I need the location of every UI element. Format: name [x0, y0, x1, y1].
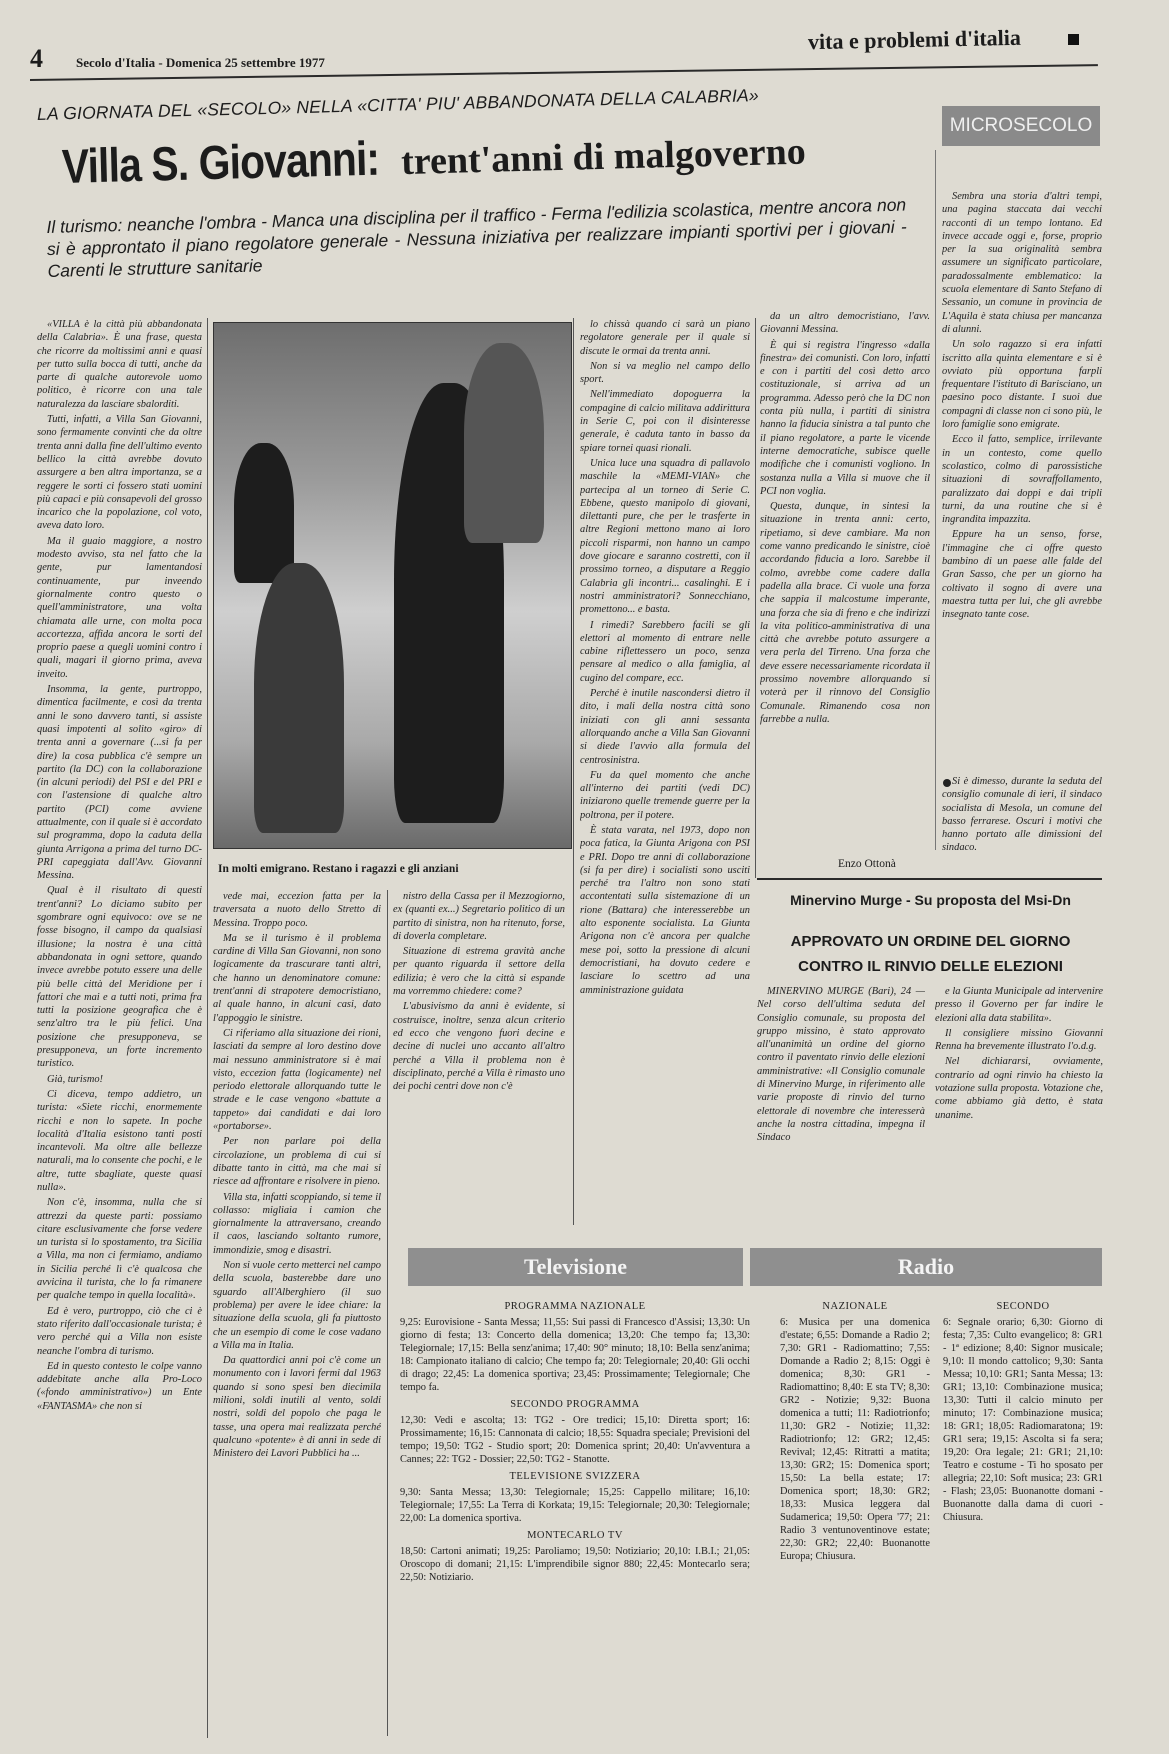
micro-p2: Un solo ragazzo si era infatti iscritto alla quinta elementare e si è ovviato più opportuna farpli frequentare l'istituto di Barisciano, un paesino poco distante. I suoi due compagni di classe non ci sono più, le loro famiglie sono emigrate. [942, 339, 1102, 431]
col1-p9: Ed è vero, purtroppo, ciò che ci è stato riferito dall'occasionale turista; è vero perché qui a Villa non esiste neanche l'ombra di turismo. [37, 1305, 202, 1357]
section-bullet [1068, 34, 1079, 45]
brief-bullet [943, 779, 951, 787]
photo-caption: In molti emigrano. Restano i ragazzi e gli anziani [218, 863, 459, 875]
col4-p5: I rimedi? Sarebbero facili se gli elettori al momento di entrare nelle cabine riflettessero un poco, senza pensare al medico o alla famiglia, al cugino del compare, ecc. [580, 619, 750, 684]
radio-secondo-head: SECONDO [996, 1301, 1050, 1312]
article-photo [213, 322, 572, 849]
tv-title: Televisione [408, 1248, 743, 1286]
article-author: Enzo Ottonà [838, 858, 896, 870]
article-subtitle: Il turismo: neanche l'ombra - Manca una disciplina per il traffico - Ferma l'edilizia scolastica, mentre ancora non si è approntato il piano regolatore generale - Nessuna iniziativa per realizzare impianti sportivi per i giovani - Carenti le strutture sanitarie [46, 194, 907, 281]
radio-secondo [943, 1296, 1103, 1736]
photo-child-front [254, 563, 344, 833]
col2-p2: Ma se il turismo è il problema cardine di Villa San Giovanni, non sono logicamente da trascurare tanti altri, che hanno un denominatore comune: trent'anni di strapotere democristiano, al quale hanno, in alcuni casi, dato l'appoggio le sinistre. [213, 932, 381, 1024]
col1-p7: Ci diceva, tempo addietro, un turista: «Siete ricchi, enormemente ricchi e non lo sapete. In poche località d'Italia esistono tanti posti incantevoli. Ma oltre alle bellezze naturali, ma lo consente che pochi, e le altre, tutte sbagliate, queste quasi nulla». [37, 1088, 202, 1193]
tv-montecarlo: 18,50: Cartoni animati; 19,25: Paroliamo; 19,50: Notiziario; 20,10: I.B.I.; 21,05: Oroscopo di domani; 21,15: L'imprendibile signor 880; 22,45: Montecarlo sera; 22,50: Notiziario. [400, 1546, 750, 1583]
col2-p3: Ci riferiamo alla situazione dei rioni, lasciati da sempre al loro destino dove mai nessuno amministratore si è mai visto, eccezion fatta (logicamente) nel periodo elettorale allorquando tutte le strade e le case vengono «battute a tappeto» dai candidati e dai loro «portaborse». [213, 1027, 381, 1133]
article-col-3 [393, 890, 565, 1225]
minervino-p2: e la Giunta Municipale ad intervenire presso il Governo per far indire le elezioni alla data stabilita». [935, 986, 1103, 1024]
minervino-title-2: CONTRO IL RINVIO DELLE ELEZIONI [798, 958, 1063, 975]
tv-montecarlo-head: MONTECARLO TV [527, 1530, 623, 1541]
col-divider [755, 318, 756, 878]
page-number: 4 [30, 44, 43, 73]
col-divider [935, 150, 936, 850]
micro-p1: Sembra una storia d'altri tempi, una pagina staccata dai vecchi racconti di un tempo lontano. Ed invece accade oggi e, forse, proprio per la sua originalità sembra assumere un significato particolare, paradossalmente emblematico: la scuola elementare di Santo Stefano di Sessanio, un comune in provincia de L'Aquila è stata chiusa per mancanza di alunni. [942, 191, 1102, 335]
micro-p4: Eppure ha un senso, forse, l'immagine che ci offre questo bambino di un paese alle falde del Gran Sasso, che per un giorno ha coltivato il sogno di avere una maestra tutta per lui, che gli avrebbe insegnato tante cose. [942, 529, 1102, 621]
tv-secondo: 12,30: Vedi e ascolta; 13: TG2 - Ore tredici; 15,10: Diretta sport; 16: Prossimamente; 16,15: Cannonata di calcio; 18,55: Squadra speciale; Previsioni del tempo; 19,50: TG2 - Studio sport; 20: Domenica sprint; 20,40: Un'avventura a Cannes; 22: TG2 - Dossier; 22,50: TG2 - Stanotte. [400, 1415, 750, 1465]
photo-child-held [464, 343, 544, 543]
title-rest: trent'anni di malgoverno [400, 130, 807, 184]
col4-p3: Nell'immediato dopoguerra la compagine di calcio militava addirittura in Serie C, poi con il disinteresse generale, è caduta tanto in basso da spiare tornei quasi rionali. [580, 389, 750, 454]
article-title [61, 121, 806, 195]
col1-p4: Insomma, la gente, purtroppo, dimentica facilmente, e così da trenta anni le sono davvero tanti, si assiste quasi impotenti al solito «giro» di trenta anni a governare (...si fa per dire) la cosa pubblica c'è sempre un partito (la DC) con la collaborazione (in alcuni periodi) del PSI e del PRI e con l'astensione di qualche altro partito (PCI) come avviene attualmente, con il quale si è accordato sul programma, dopo la caduta della giunta Arrigona a prima del turno DC-PRI capeggiata dall'Avv. Giovanni Messina. [37, 684, 202, 882]
microsecolo-label: MICROSECOLO [942, 106, 1100, 146]
col1-p10: Ed in questo contesto le colpe vanno addebitate anche alla Pro-Loco («fondo amministrativo») un Ente «FANTASMA» che non si [37, 1360, 202, 1412]
col1-p6: Già, turismo! [47, 1073, 103, 1085]
article-col-1 [37, 318, 202, 1736]
section-title: vita e problemi d'italia [807, 24, 1022, 55]
col4-p1: lo chissà quando ci sarà un piano regolatore generale per il quale si discute le ormai da trenta anni. [580, 319, 750, 357]
article-col-4 [580, 318, 750, 1225]
microsecolo-body [942, 190, 1102, 755]
radio-nazionale-text: 6: Musica per una domenica d'estate; 6,55: Domande a Radio 2; 7,30: GR1 - Radiomattino; 7,55: Domande a Radio 2; 8,15: Oggi è domenica; 8,30: GR1 - Radiomattino; 8,40: E sta TV; 8,30: GR2 - Notizie; 9,32: Buona domenica a tutti; 11: Radiotrionfo; 11,30: GR2 - Notizie; 11,32: Radiotrionfo; 12: GR2; 12,45: Revival; 12,45: Ritratti a matita; 13,30: GR2; 15: Domenica sport; 15,50: La bella estate; 17: Domenica sport; 18,30: GR2; 18,33: Musica leggera dal Sudamerica; 19,50: Opera '77; 21: Radio 3 ventunoventinove estate; 22,30: GR2; 22,40: Buonanotte Europa; Chiusura. [780, 1317, 930, 1562]
minervino-p4: Nel dichiararsi, ovviamente, contrario ad ogni rinvio ha chiesto la votazione sulla proposta. Votazione che, come abbiamo già detto, è stata unanime. [935, 1056, 1103, 1121]
col2-p5: Villa sta, infatti scoppiando, si teme il collasso: migliaia i camion che giornalmente la attraversano, creando il caos, lasciando soltanto rumore, immondizie, smog e disastri. [213, 1191, 381, 1256]
col5-p1: da un altro democristiano, l'avv. Giovanni Messina. [760, 311, 930, 336]
tv-svizzera: 9,30: Santa Messa; 13,30: Telegiornale; 15,25: Cappello militare; 16,10: Telegiornale; 17,55: La Terra di Korkata; 19,15: Telegiornale; 20,30: Telegiornale; 22,00: La domenica sportiva. [400, 1487, 750, 1524]
col3-p1: nistro della Cassa per il Mezzogiorno, ex (quanti ex...) Segretario politico di un partito di sinistra, non ha ritenuto, forse, di doverla completare. [393, 891, 565, 942]
col-divider [573, 318, 574, 1225]
tv-secondo-head: SECONDO PROGRAMMA [510, 1399, 640, 1410]
brief-text: Si è dimesso, durante la seduta del consiglio comunale di ieri, il sindaco socialista di Mesola, un comune del basso ferrarese. Oscuri i motivi che hanno portato alle dimissioni del sindaco. [942, 776, 1102, 854]
col4-p8: È stata varata, nel 1973, dopo non poca fatica, la Giunta Arigona con PSI e PRI. Dopo tre anni di collaborazione (si fa per dire) i socialisti sono usciti perché tra l'altro non sono stati accontentati sulla sistemazione di un rione (Battara) che interesserebbe un alto esponente socialista. La Giunta Arigona non c'è ancora per qualche mese poi, sotto la pressione di alcuni democristiani, ha dovuto cedere e lasciare lo scettro ad una amministrazione guidata [580, 824, 750, 996]
col1-p5: Qual è il risultato di questi trent'anni? Lo diciamo subito per sgombrare ogni equivoco: ove se ne fosse bisogno, il campo da qualsiasi illusione; la nostra è una città abbandonata in ogni settore, quando invece avrebbe potuto essere una delle più belle città del Meridione per i fattori che mai e a tutti noti, prima fra tutti la posizione geografica che è senz'altro tra le più felici. Una posizione che presupponeva, se presupponeva, un forte incremento turistico. [37, 885, 202, 1070]
radio-title: Radio [750, 1248, 1102, 1286]
brief-mesola [942, 775, 1102, 865]
col2-p7: Da quattordici anni poi c'è come un monumento con i lavori fermi dal 1963 quando si sono spesi ben diecimila milioni, soldi inutili al vento, soldi nostri, soldi del popolo che paga le tasse, una opera mai realizzata perché qualcuno «potente» è di anni in sede di Ministero dei Lavori Pubblici ha ... [213, 1355, 381, 1460]
col1-p2: Tutti, infatti, a Villa San Giovanni, sono fermamente convinti che da oltre trenta anni dalla fine dell'ultimo evento bellico la città avrebbe dovuto assurgere a ben altra importanza, se a reggere le sorti ci fossero stati uomini più capaci e più consapevoli del grosso incarico che la popolazione, col voto, aveva dato loro. [37, 414, 202, 532]
article-kicker: LA GIORNATA DEL «SECOLO» NELLA «CITTA' PIU' ABBANDONATA DELLA CALABRIA» [36, 85, 760, 124]
title-place: Villa S. Giovanni: [61, 132, 380, 194]
col1-p3: Ma il guaio maggiore, a nostro modesto avviso, sta nel fatto che la gente, pur lamentandosi continuamente, pur inveendo giornalmente contro questo o quell'amministratore, una volta chiamata alle urne, con molta poca accortezza, affida ancora le sorti del proprio paese a quegli uomini contro i quali, magari il giorno prima, aveva inveito. [37, 535, 202, 680]
col2-p1: vede mai, eccezion fatta per la traversata a nuoto dello Stretto di Messina. Troppo poco. [213, 891, 381, 929]
radio-secondo-text: 6: Segnale orario; 6,30: Giorno di festa; 7,35: Culto evangelico; 8: GR1 - 1ª edizione; 8,40: Signor musicale; 9,10: Il mondo cattolico; 9,30: Santa Messa; 10,10: GR1; Santa Messa; 13: GR1; 13,10: Combinazione musica; 13,30: Tutti il calcio minuto per minuto; 17: Combinazione musica; 18: GR1; 18,05: Radiomaratona; 19: GR1 sera; 19,15: Ascolta si fa sera; 19,20: Ora legale; 21: GR1; 21,10: Teatro e costume - Ti ho sposato per allegria; 22,10: Soft musica; 23: GR1 - Flash; 23,05: Buonanotte domani - Buonanotte dalla dama di cuori - Chiusura. [943, 1317, 1103, 1523]
minervino-col-2 [935, 985, 1103, 1217]
minervino-title-1: APPROVATO UN ORDINE DEL GIORNO [790, 933, 1071, 950]
radio-nazionale [780, 1296, 930, 1736]
col3-p2: Situazione di estrema gravità anche per quanto riguarda il settore della edilizia; è vero che la città si espande ma vorremmo chiedere: come? [393, 946, 565, 998]
tv-nazionale: 9,25: Eurovisione - Santa Messa; 11,55: Sui passi di Francesco d'Assisi; 13,30: Un giorno di festa; 13: Concerto della domenica; 13,20: Che tempo fa; 13,30: Telegiornale; 17,15: Bella senz'anima; 17,40: 90° minuto; 18,10: Bella senz'anima; 18: Campionato italiano di calcio; Che tempo fa; 20: Telegiornale; 20,40: Gli occhi di drago; 22,45: La domenica sportiva; 23,45: Prossimamente; Telegiornale; Che tempo fa. [400, 1317, 750, 1393]
minervino-top-rule [757, 878, 1102, 880]
col4-p2: Non si va meglio nel campo dello sport. [580, 360, 750, 386]
article-col-5 [760, 310, 930, 850]
minervino-kicker: Minervino Murge - Su proposta del Msi-Dn [790, 892, 1071, 908]
photo-child-left [234, 443, 294, 583]
col1-p8: Non c'è, insomma, nulla che si attrezzi da queste parti: possiamo citare esclusivamente che forse vedere un turista si lo spostamento, tra Sicilia a Villa, ma non ci fermiamo, andiamo in Sicilia perché lì c'è qualcosa che avvicina il turista, che lo fa rimanere per qualche tempo in quella località». [37, 1197, 202, 1302]
col4-p4: Unica luce una squadra di pallavolo maschile la «MEMI-VIAN» che partecipa al un torneo di Serie C. Ebbene, questo manipolo di giovani, dilettanti pure, che per le trasferte in altre Regioni mettono mano ai loro piccoli risparmi, non hanno un campo dove giocare e saranno costretti, con il prossimo torneo, a disputare a Reggio Calabria gli incontri... casalinghi. E i nostri amministratori? Sonnecchiano, promettono... e basta. [580, 457, 750, 616]
col4-p7: Fu da quel momento che anche all'interno dei partiti (vedi DC) iniziarono quelle tremende guerre per la poltrona, per il potere. [580, 769, 750, 821]
col3-p3: L'abusivismo da anni è evidente, si costruisce, inoltre, senza alcun criterio ed ecco che vengono fuori decine e decine di nuclei uno accanto all'altro perché a Villa il problema non è disciplinato, perché a Villa è rimasto uno dei pochi centri dove non c'è [393, 1001, 565, 1093]
article-col-2 [213, 890, 381, 1736]
col-divider [207, 318, 208, 1738]
col4-p6: Perché è inutile nascondersi dietro il dito, i mali della nostra città sono iniziati con gli anni sessanta allorquando anche a Villa San Giovanni si diede l'avvio alla formula del centrosinistra. [580, 688, 750, 766]
col2-p6: Non si vuole certo metterci nel campo della scuola, basterebbe dare uno sguardo all'Alberghiero (il suo problema) per avere le idee chiare: la situazione della scuola, gli fa piuttosto che un esempio di come le cose vadano a Villa ma in Italia. [213, 1260, 381, 1351]
masthead: Secolo d'Italia - Domenica 25 settembre 1977 [76, 55, 325, 70]
micro-p3: Ecco il fatto, semplice, irrilevante in un contesto, come quello scolastico, colmo di parossistiche situazioni di sovraffollamento, paralizzato dai doppi e dai tripli turni, da una routine che si è ingrandita impazzita. [942, 434, 1102, 526]
tv-nazionale-head: PROGRAMMA NAZIONALE [504, 1301, 646, 1312]
tv-svizzera-head: TELEVISIONE SVIZZERA [509, 1471, 641, 1482]
radio-nazionale-head: NAZIONALE [822, 1301, 888, 1312]
col-divider [387, 890, 388, 1736]
minervino-p1: MINERVINO MURGE (Bari), 24 — Nel corso dell'ultima seduta del Consiglio comunale, su proposta del gruppo missino, è stato approvato all'unanimità un ordine del giorno contro il paventato rinvio delle elezioni amministrative: «Il Consiglio comunale di Minervino Murge, in riferimento alle varie proposte di rinvio del turno elettorale di novembre che interesserà anche la nostra cittadina, impegna il Sindaco [757, 986, 925, 1144]
col5-p2: È qui si registra l'ingresso «dalla finestra» dei comunisti. Con loro, infatti e con i partiti del così detto arco costituzionale, si arriva ad un programma. Adesso però che la DC non conta più nulla, i partiti di sinistra hanno la fiducia sinistra a tal punto che il piano regolatore, a parte le vicende interne democratiche, subisce quelle modifiche che i comunisti vogliono. In sostanza nulla a Villa si muove che il PCI non voglia. [760, 339, 930, 497]
minervino-col-1 [757, 985, 925, 1217]
col1-p1: «VILLA è la città più abbandonata della Calabria». È una frase, questa che ricorre da moltissimi anni e quasi per tutto sulla bocca di tutti, anche da parte di qualche autorevole uomo politico, è ricorre con una tale naturalezza da lasciare sbalorditi. [37, 319, 202, 410]
minervino-p3: Il consigliere missino Giovanni Renna ha brevemente illustrato l'o.d.g. [935, 1027, 1103, 1053]
col2-p4: Per non parlare poi della circolazione, un problema di cui si dibatte tanto in città, ma che mai si riesce ad affrontare e risolvere in pieno. [213, 1136, 381, 1188]
col5-p3: Questa, dunque, in sintesi la situazione in trenta anni: certo, ripetiamo, si deve cambiare. Ma non come vanno predicando le sinistre, cioè accordando fiducia a loro. Sarebbe il colmo, avrebbe come cadere dalla padella alla brace. Ci vuole una forza che sappia il malcostume imperante, una forza che sia di freno e che indirizzi la vita politico-amministrativa di una città che avrebbe potuto assurgere a vera perla del Tirreno. Una forza che deve essere necessariamente ricordata il prossimo novembre allorquando si voterà per il rinnovo del Consiglio Comunale. Rimanendo cosa non farrebbe a nulla. [760, 501, 930, 725]
tv-listings [400, 1296, 750, 1736]
